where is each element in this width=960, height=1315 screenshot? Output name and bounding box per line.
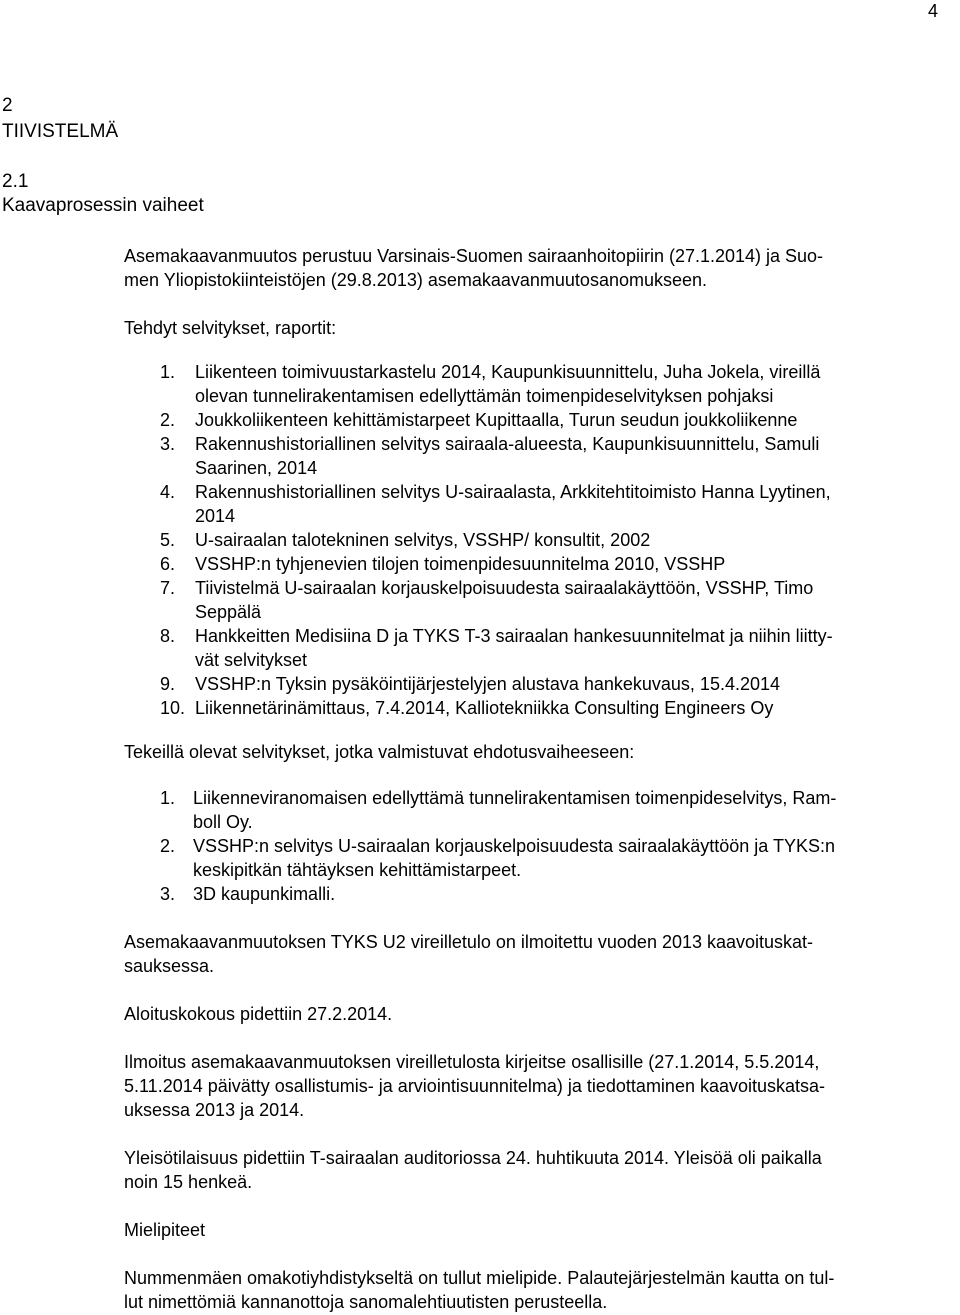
text-line: Nummenmäen omakotiyhdistykseltä on tullut mielipide. Palautejärjestelmän kautta on tul-	[124, 1268, 835, 1288]
list-item	[124, 672, 954, 696]
text-line: Tiivistelmä U-sairaalan korjauskelpoisuudesta sairaalakäyttöön, VSSHP, Timo	[195, 578, 814, 598]
text-line: Joukkoliikenteen kehittämistarpeet Kupittaalla, Turun seudun joukkoliikenne	[195, 410, 798, 430]
text-line: keskipitkän tähtäyksen kehittämistarpeet.	[193, 860, 522, 880]
text-line: Asemakaavanmuutos perustuu Varsinais-Suomen sairaanhoitopiirin (27.1.2014) ja Suo-	[124, 246, 824, 266]
list-number: 1.	[160, 788, 176, 808]
text-line: men Yliopistokiinteistöjen (29.8.2013) asemakaavanmuutosanomukseen.	[124, 270, 708, 290]
text-line: Aloituskokous pidettiin 27.2.2014.	[124, 1004, 393, 1024]
chapter-number: 2	[2, 95, 13, 116]
list-item	[124, 624, 954, 672]
list-number: 10.	[160, 698, 186, 718]
list-number: 6.	[160, 554, 176, 574]
chapter-title: TIIVISTELMÄ	[2, 121, 119, 142]
text-line: Rakennushistoriallinen selvitys sairaala-alueesta, Kaupunkisuunnittelu, Samuli	[195, 434, 820, 454]
text-line: Liikennetärinämittaus, 7.4.2014, Kalliotekniikka Consulting Engineers Oy	[195, 698, 774, 718]
text-line: 5.11.2014 päivätty osallistumis- ja arviointisuunnitelma) ja tiedottaminen kaavoituskatsa-	[124, 1076, 826, 1096]
completed-heading: Tehdyt selvitykset, raportit:	[124, 318, 337, 338]
text-line: VSSHP:n selvitys U-sairaalan korjauskelpoisuudesta sairaalakäyttöön ja TYKS:n	[193, 836, 835, 856]
completed-reports-list	[124, 360, 954, 720]
text-line: U-sairaalan talotekninen selvitys, VSSHP/ konsultit, 2002	[195, 530, 651, 550]
text-line: Yleisötilaisuus pidettiin T-sairaalan auditoriossa 24. huhtikuuta 2014. Yleisöä oli paikalla	[124, 1148, 822, 1168]
mielipiteet-heading: Mielipiteet	[124, 1220, 206, 1240]
intro-paragraph	[124, 244, 944, 292]
text-line: Ilmoitus asemakaavanmuutoksen vireilletulosta kirjeitse osallisille (27.1.2014, 5.5.2014,	[124, 1052, 820, 1072]
list-item	[124, 786, 954, 834]
list-number: 2.	[160, 836, 176, 856]
page-number: 4	[927, 1, 938, 21]
paragraph-aloituskokous	[124, 1002, 944, 1026]
pending-reports-list	[124, 786, 954, 906]
pending-heading: Tekeillä olevat selvitykset, jotka valmistuvat ehdotusvaiheeseen:	[124, 742, 635, 762]
list-item	[124, 552, 954, 576]
list-number: 3.	[160, 434, 176, 454]
list-number: 4.	[160, 482, 176, 502]
list-item	[124, 432, 954, 480]
list-item	[124, 696, 954, 720]
text-line: VSSHP:n tyhjenevien tilojen toimenpidesuunnitelma 2010, VSSHP	[195, 554, 726, 574]
paragraph-vireilletulo	[124, 930, 944, 978]
text-line: Hankkeitten Medisiina D ja TYKS T-3 sairaalan hankesuunnitelmat ja niihin liitty-	[195, 626, 833, 646]
list-number: 7.	[160, 578, 176, 598]
list-item	[124, 834, 954, 882]
text-line: Liikenneviranomaisen edellyttämä tunnelirakentamisen toimenpideselvitys, Ram-	[193, 788, 837, 808]
text-line: Saarinen, 2014	[195, 458, 318, 478]
paragraph-ilmoitus	[124, 1050, 944, 1122]
list-item	[124, 480, 954, 528]
text-line: Seppälä	[195, 602, 262, 622]
text-line: 2014	[195, 506, 236, 526]
paragraph-yleisotilaisuus	[124, 1146, 944, 1194]
list-item	[124, 882, 954, 906]
text-line: Rakennushistoriallinen selvitys U-sairaalasta, Arkkitehtitoimisto Hanna Lyytinen,	[195, 482, 831, 502]
list-number: 1.	[160, 362, 176, 382]
list-number: 5.	[160, 530, 176, 550]
list-number: 3.	[160, 884, 176, 904]
list-item	[124, 360, 954, 408]
text-line: uksessa 2013 ja 2014.	[124, 1100, 305, 1120]
text-line: Asemakaavanmuutoksen TYKS U2 vireilletulo on ilmoitettu vuoden 2013 kaavoituskat-	[124, 932, 814, 952]
text-line: vät selvitykset	[195, 650, 308, 670]
list-number: 2.	[160, 410, 176, 430]
text-line: boll Oy.	[193, 812, 253, 832]
text-line: sauksessa.	[124, 956, 215, 976]
list-item	[124, 408, 954, 432]
text-line: VSSHP:n Tyksin pysäköintijärjestelyjen alustava hankekuvaus, 15.4.2014	[195, 674, 781, 694]
text-line: 3D kaupunkimalli.	[193, 884, 336, 904]
list-item	[124, 576, 954, 624]
list-number: 8.	[160, 626, 176, 646]
section-number: 2.1	[2, 171, 29, 192]
text-line: lut nimettömiä kannanottoja sanomalehtiuutisten perusteella.	[124, 1292, 608, 1312]
text-line: Liikenteen toimivuustarkastelu 2014, Kaupunkisuunnittelu, Juha Jokela, vireillä	[195, 362, 821, 382]
text-line: noin 15 henkeä.	[124, 1172, 253, 1192]
list-item	[124, 528, 954, 552]
text-line: olevan tunnelirakentamisen edellyttämän toimenpideselvityksen pohjaksi	[195, 386, 774, 406]
paragraph-mielipiteet	[124, 1266, 944, 1314]
list-number: 9.	[160, 674, 176, 694]
section-title: Kaavaprosessin vaiheet	[2, 195, 204, 216]
